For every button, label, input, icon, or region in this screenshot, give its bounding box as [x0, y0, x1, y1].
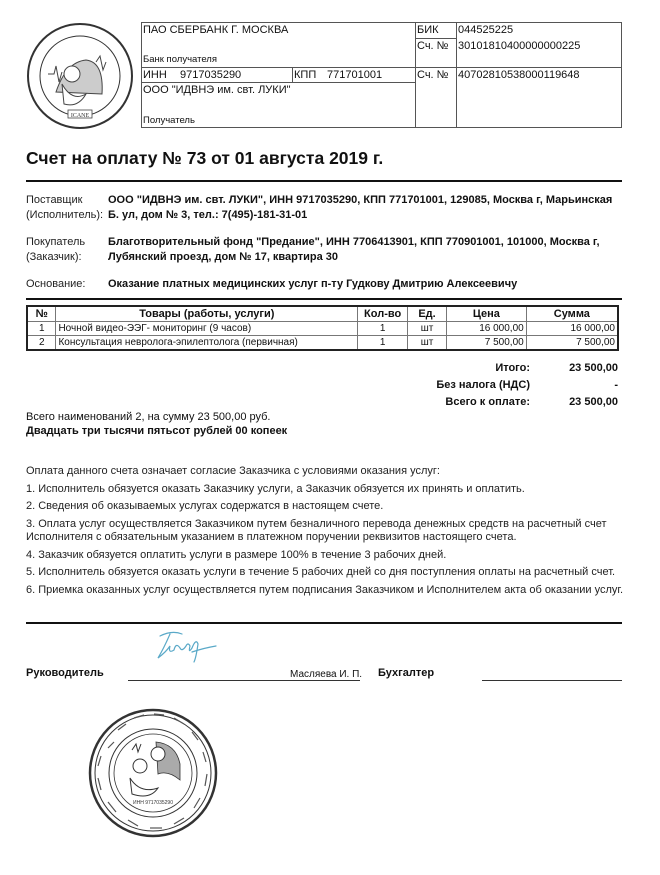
term-item: 5. Исполнитель обязуется оказать услуги в течение 5 рабочих дней со дня поступления оплаты на расчетный счет. [26, 566, 616, 578]
inn-value: 9717035290 [180, 69, 242, 81]
handwritten-signature-icon [152, 628, 222, 664]
row-unit: шт [408, 322, 447, 336]
col-header-goods: Товары (работы, услуги) [56, 306, 358, 322]
amount-in-words: Двадцать три тысячи пятьсот рублей 00 копеек [26, 425, 288, 437]
director-name: Масляева И. П. [290, 669, 363, 680]
col-header-price: Цена [446, 306, 526, 322]
row-sum: 16 000,00 [526, 322, 618, 336]
vat-row: Без налога (НДС) - [436, 379, 618, 391]
divider [26, 622, 622, 624]
supplier-label: Поставщик (Исполнитель): [26, 194, 104, 221]
kpp-label: КПП [294, 69, 317, 81]
recipient-name: ООО "ИДВНЭ им. свт. ЛУКИ" [143, 84, 291, 96]
divider [26, 180, 622, 182]
account-label: Сч. № [417, 69, 449, 81]
table-row [27, 322, 618, 336]
due-row: Всего к оплате: 23 500,00 [445, 396, 618, 408]
term-item: 1. Исполнитель обязуется оказать Заказчику услуги, а Заказчик обязуется их принять и оплатить. [26, 482, 525, 495]
svg-text:ICANE: ICANE [70, 113, 90, 119]
account-value: 40702810538000119648 [458, 69, 580, 81]
bik-value: 044525225 [458, 24, 514, 36]
col-header-sum: Сумма [526, 306, 618, 322]
col-header-qty: Кол-во [358, 306, 408, 322]
basis-value: Оказание платных медицинских услуг п-ту Гудкову Дмитрию Алексеевичу [108, 278, 518, 290]
buyer-value: Благотворительный фонд "Предание", ИНН 7706413901, КПП 770901001, 101000, Москва г, Лубянский проезд, дом № 17, квартира 30 [108, 236, 600, 263]
director-signature-line [128, 680, 360, 681]
row-name: Ночной видео-ЭЭГ- мониторинг (9 часов) [56, 322, 358, 336]
corr-account-value: 30101810400000000225 [458, 40, 581, 52]
table-row [27, 336, 618, 351]
corr-account-label: Сч. № [417, 40, 449, 52]
terms-intro: Оплата данного счета означает согласие Заказчика с условиями оказания услуг: [26, 465, 440, 477]
kpp-value: 771701001 [327, 69, 383, 81]
term-item: 4. Заказчик обязуется оплатить услуги в размере 100% в течение 3 рабочих дней. [26, 548, 447, 561]
term-item: 6. Приемка оказанных услуг осуществляется путем подписания Заказчиком и Исполнителем акта об оказании услуг. [26, 583, 624, 596]
accountant-signature-line [482, 680, 622, 681]
clinic-logo-stamp [26, 22, 134, 130]
basis-label: Основание: [26, 278, 86, 290]
row-qty: 1 [358, 336, 408, 351]
buyer-label: Покупатель (Заказчик): [26, 236, 86, 263]
terms-block [26, 465, 626, 601]
bank-details-table [141, 22, 622, 128]
row-price: 16 000,00 [446, 322, 526, 336]
term-item: 3. Оплата услуг осуществляется Заказчиком путем безналичного перевода денежных средств на расчетный счет Исполнителя с обязательным указанием в платежном поручении реквизитов настоящего счета. [26, 517, 607, 543]
total-row: Итого: 23 500,00 [495, 362, 618, 374]
recipient-label: Получатель [143, 115, 195, 126]
supplier-value: ООО "ИДВНЭ им. свт. ЛУКИ", ИНН 9717035290, КПП 771701001, 129085, Москва г, Марьинская Б. ул, дом № 3, тел.: 7(495)-181-31-01 [108, 194, 613, 221]
company-seal-stamp [88, 708, 218, 838]
divider [26, 298, 622, 300]
row-name: Консультация невролога-эпилептолога (первичная) [56, 336, 358, 351]
inn-label: ИНН [143, 69, 167, 81]
bank-name: ПАО СБЕРБАНК Г. МОСКВА [143, 24, 289, 36]
accountant-label: Бухгалтер [378, 667, 435, 679]
row-price: 7 500,00 [446, 336, 526, 351]
svg-text:ИНН 9717035290: ИНН 9717035290 [132, 800, 174, 806]
items-table [26, 305, 619, 351]
row-unit: шт [408, 336, 447, 351]
director-label: Руководитель [26, 667, 104, 679]
term-item: 2. Сведения об оказываемых услугах содержатся в настоящем счете. [26, 500, 384, 512]
bik-label: БИК [417, 24, 439, 36]
row-sum: 7 500,00 [526, 336, 618, 351]
totals-block [380, 360, 618, 411]
bank-label: Банк получателя [143, 54, 217, 65]
invoice-title: Счет на оплату № 73 от 01 августа 2019 г. [26, 148, 384, 168]
row-num: 2 [27, 336, 56, 351]
items-count-summary: Всего наименований 2, на сумму 23 500,00 руб. [26, 411, 271, 423]
row-qty: 1 [358, 322, 408, 336]
col-header-num: № [27, 306, 56, 322]
row-num: 1 [27, 322, 56, 336]
col-header-unit: Ед. [408, 306, 447, 322]
table-header-row [27, 306, 618, 322]
